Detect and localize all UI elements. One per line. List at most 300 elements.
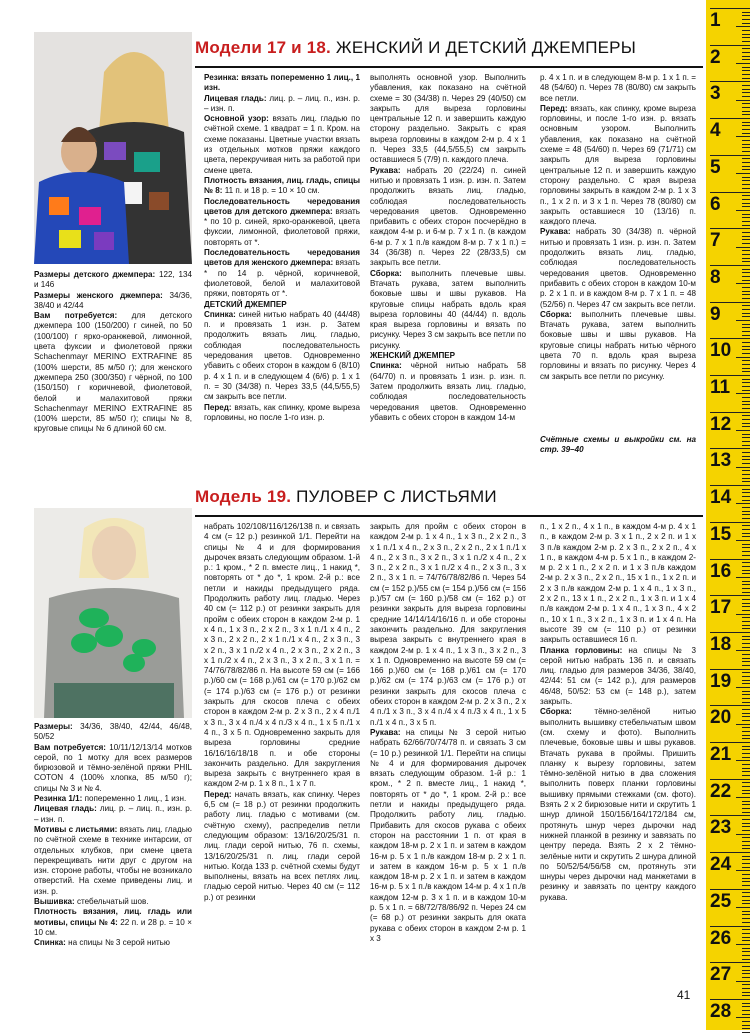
ruler-tick <box>736 173 750 174</box>
ruler-tick <box>736 100 750 101</box>
section1-rule <box>195 66 703 68</box>
paragraph-label: Рукава: <box>370 727 401 737</box>
paragraph-text: чёрной нитью набрать 58 (64/70) п. и провязать 1 изн. р. изн. п. Затем продолжить вязать лиц. гладью, соблюдая последовательность чередования цветов. Одновременно убавить с обеих сторон в каждом 14-м <box>370 361 526 422</box>
paragraph-text: закрыть для пройм с обеих сторон в каждом 2-м р. 1 х 4 п., 1 х 3 п., 2 х 2 п., 3 х 1 п./1 х 4 п., 2 х 3 п., 2 х 2 п., 2 х 1 п./1 х 4 п., 2 х 3 п., 3 х 2 п., 3 х 1 п./2 х 4 п., 2 х 3 п., 2 х 2 п., 3 х 1 п./2 х 4 п., 2 х 3 п., 3 х 2 п., 3 х 1 п. = 74/76/78/82/86 п. Через 54 см (= 152 р.)/55 см (= 154 р.)/56 см (= 156 р.)/57 см (= 160 р.)/58 см (= 162 р.) от резинки закрыть для выреза горловины средние 14/14/14/16/16 п. и обе стороны закончить раздельно. Для закругления выреза закрыть с внутреннего края в каждом 2-м р. 1 х 4 п., 1 х 3 п., 3 х 2 п., 3 х 1 п. Одновременно на высоте 59 см (= 166 р.)/60 см (= 168 р.)/61 см (= 170 р.)/62 см (= 174 р.)/63 см (= 176 р.) от резинки закрыть для скосов плеча с обеих сторон в каждом 2-м р. 2 х 3 п., 2 х 4 п./1 х 3 п., 3 х 4 п./4 х 4 п./3 х 4 п., 1 х 5 п./1 х 4 п., 3 х 5 п. <box>370 522 526 727</box>
ruler-tick <box>736 136 750 137</box>
ruler-tick <box>742 74 750 75</box>
ruler-tick <box>742 368 750 369</box>
ruler-tick <box>710 228 750 229</box>
ruler-tick <box>742 12 750 13</box>
ruler-tick <box>742 661 750 662</box>
ruler-tick <box>742 757 750 758</box>
ruler-number: 1 <box>710 10 721 31</box>
ruler-tick <box>742 731 750 732</box>
ruler-tick <box>710 8 750 9</box>
ruler-tick <box>742 41 750 42</box>
paragraph-label: ДЕТСКИЙ ДЖЕМПЕР <box>204 299 287 309</box>
ruler-tick <box>742 878 750 879</box>
ruler-tick <box>742 529 750 530</box>
ruler-tick <box>742 272 750 273</box>
paragraph <box>204 403 360 424</box>
ruler-tick <box>742 331 750 332</box>
paragraph <box>204 73 360 94</box>
paragraph-text: вязать лиц. гладью по счётной схеме в технике интарсии, от отдельных клубков, при смене цвета перекрещивать нити друг с другом на изн. стороне работы, чтобы не возникало отверстий. На схеме приведены лиц. и изн. р. <box>34 824 192 896</box>
ruler-tick <box>742 214 750 215</box>
paragraph-text: попеременно 1 лиц., 1 изн. <box>82 794 187 804</box>
ruler-tick <box>736 210 750 211</box>
ruler-tick <box>742 573 750 574</box>
ruler-tick <box>742 89 750 90</box>
paragraph-label: Резинка: вязать попеременно 1 лиц., 1 изн. <box>204 73 360 93</box>
ruler-number: 15 <box>710 523 732 545</box>
ruler-tick <box>742 459 750 460</box>
ruler-tick <box>742 599 750 600</box>
ruler-tick <box>742 603 750 604</box>
ruler-tick <box>736 724 750 725</box>
paragraph-label: Резинка 1/1: <box>34 794 83 804</box>
ruler-tick <box>742 294 750 295</box>
ruler-tick <box>742 232 750 233</box>
paragraph <box>34 804 192 825</box>
paragraph <box>540 522 696 646</box>
paragraph-label: Плотность вязания, лиц. гладь, спицы № 8: <box>204 175 360 196</box>
ruler-tick <box>742 555 750 556</box>
ruler-tick <box>736 540 750 541</box>
ruler-tick <box>742 463 750 464</box>
ruler-tick <box>742 335 750 336</box>
ruler-tick <box>742 316 750 317</box>
paragraph-label: Рукава: <box>540 227 571 237</box>
ruler-tick <box>742 959 750 960</box>
ruler-tick <box>742 588 750 589</box>
ruler-number: 11 <box>710 377 731 398</box>
paragraph-label: Последовательность чередования цветов для детского джемпера: <box>204 196 360 216</box>
paragraph <box>370 522 526 728</box>
ruler-tick <box>742 896 750 897</box>
ruler-number: 8 <box>710 266 721 288</box>
paragraph <box>204 114 360 176</box>
ruler-tick <box>742 386 750 387</box>
ruler-tick <box>742 305 750 306</box>
ruler-tick <box>742 621 750 622</box>
ruler-tick <box>742 672 750 673</box>
ruler-tick <box>742 903 750 904</box>
paragraph <box>370 73 526 166</box>
ruler-tick <box>742 452 750 453</box>
section1-column-2 <box>370 73 526 455</box>
ruler-number: 28 <box>710 1000 732 1022</box>
ruler-tick <box>742 254 750 255</box>
ruler-number: 25 <box>710 890 732 912</box>
ruler-tick <box>742 775 750 776</box>
ruler-tick <box>742 206 750 207</box>
section2-title: ПУЛОВЕР С ЛИСТЬЯМИ <box>296 487 497 506</box>
section2-left-text <box>34 722 192 1022</box>
paragraph <box>204 310 360 403</box>
paragraph-label: Перед: <box>204 789 232 799</box>
ruler-tick <box>736 247 750 248</box>
ruler-tick <box>742 313 750 314</box>
ruler-tick <box>742 144 750 145</box>
ruler-tick <box>742 96 750 97</box>
ruler-tick <box>742 261 750 262</box>
paragraph-label: Планка горловины: <box>540 645 623 655</box>
ruler-tick <box>742 514 750 515</box>
ruler-tick <box>742 1025 750 1026</box>
ruler-tick <box>742 691 750 692</box>
ruler-tick <box>742 625 750 626</box>
photo-women-child-jumpers <box>34 32 192 264</box>
ruler-tick <box>742 258 750 259</box>
ruler-tick <box>742 489 750 490</box>
paragraph-label: Вам потребуется: <box>34 311 118 321</box>
paragraph-label: Вам потребуется: <box>34 742 106 752</box>
ruler-tick <box>742 841 750 842</box>
ruler-tick <box>742 401 750 402</box>
ruler-number: 20 <box>710 707 732 729</box>
photo-leaf-pullover <box>34 508 192 718</box>
ruler-number: 27 <box>710 964 732 986</box>
paragraph-label: Основной узор: <box>204 114 269 124</box>
ruler-tick <box>742 371 750 372</box>
ruler-tick <box>742 1003 750 1004</box>
ruler-tick <box>742 111 750 112</box>
ruler-tick <box>742 702 750 703</box>
ruler-tick <box>742 349 750 350</box>
ruler-tick <box>742 837 750 838</box>
paragraph <box>370 166 526 269</box>
ruler-tick <box>710 852 750 853</box>
ruler-tick <box>710 375 750 376</box>
ruler-tick <box>742 680 750 681</box>
ruler-tick <box>742 353 750 354</box>
paragraph-text: на спицы № 3 серой нитью набрать 136 п. и связать лиц. гладью для размеров 34/36, 38/40, 42/44: 51 см (= 142 р.), для размеров 46/48, 50/52: 53 см (= 148 р.), затем закрыть. <box>540 645 696 707</box>
paragraph-label: Плотность вязания, лиц. гладь или мотивы, спицы № 4: <box>34 907 192 927</box>
ruler-tick <box>742 140 750 141</box>
ruler-number: 23 <box>710 817 732 839</box>
paragraph-text: р. 4 х 1 п. и в следующем 8-м р. 1 х 1 п. = 48 (54/60) п. Через 78 (80/80) см закрыть все петли. <box>540 73 696 103</box>
section2-heading <box>195 487 497 513</box>
ruler-number: 5 <box>710 156 721 178</box>
ruler-tick <box>710 779 750 780</box>
ruler-number: 2 <box>710 46 721 68</box>
ruler-tick <box>742 217 750 218</box>
ruler-tick <box>710 962 750 963</box>
ruler-tick <box>742 184 750 185</box>
ruler-tick <box>742 397 750 398</box>
section2-column-2 <box>370 522 526 1022</box>
paragraph-label: Сборка: <box>370 268 402 278</box>
paragraph <box>204 197 360 248</box>
paragraph <box>34 794 192 804</box>
ruler-tick <box>736 430 750 431</box>
ruler-tick <box>742 801 750 802</box>
ruler-tick <box>742 225 750 226</box>
section1-left-text <box>34 270 192 450</box>
ruler-tick <box>742 408 750 409</box>
paragraph <box>34 311 192 435</box>
paragraph-text: 122, 134 и 146 <box>34 270 192 290</box>
ruler-tick <box>710 81 750 82</box>
ruler-tick <box>742 973 750 974</box>
ruler-tick <box>710 448 750 449</box>
ruler-tick <box>742 720 750 721</box>
ruler-tick <box>742 937 750 938</box>
ruler-tick <box>742 654 750 655</box>
paragraph-label: Размеры женского джемпера: <box>34 290 163 300</box>
ruler-tick <box>710 632 750 633</box>
ruler-tick <box>742 658 750 659</box>
ruler-tick <box>710 45 750 46</box>
ruler-tick <box>736 614 750 615</box>
paragraph-label: Спинка: <box>34 938 66 948</box>
ruler-tick <box>742 845 750 846</box>
ruler-tick <box>742 276 750 277</box>
paragraph-text: вязать * по 14 р. чёрной, коричневой, фиолетовой, белой и малахитовой пряжи, повторять от *. <box>204 258 360 299</box>
section1-model: Модели 17 и 18. <box>195 38 331 57</box>
ruler-tick <box>710 705 750 706</box>
paragraph <box>540 227 696 309</box>
ruler-tick <box>742 874 750 875</box>
ruler-number: 18 <box>710 633 732 655</box>
ruler-tick <box>742 441 750 442</box>
ruler-tick <box>742 364 750 365</box>
ruler-tick <box>742 738 750 739</box>
paragraph-label: Рукава: <box>370 165 401 175</box>
measuring-tape-ruler <box>706 0 750 1030</box>
page-number: 41 <box>677 988 691 1002</box>
ruler-tick <box>742 151 750 152</box>
paragraph-text: 34/36, 38/40, 42/44, 46/48, 50/52 <box>34 722 192 742</box>
ruler-tick <box>742 23 750 24</box>
ruler-tick <box>742 793 750 794</box>
paragraph <box>34 722 192 743</box>
ruler-tick <box>742 236 750 237</box>
section2-rule <box>195 515 703 517</box>
ruler-tick <box>742 610 750 611</box>
paragraph-text: вязать лиц. гладью по счётной схеме. 1 квадрат = 1 п. Кром. на схеме показаны. Цветные участки вязать из отдельных мотков пряжи каждого цвета, перекручивая нить за работой при смене цвета. <box>204 114 360 175</box>
ruler-tick <box>742 291 750 292</box>
section2-model: Модель 19. <box>195 487 292 506</box>
ruler-tick <box>742 423 750 424</box>
ruler-tick <box>736 834 750 835</box>
paragraph-text: 22 п. и 28 р. = 10 × 10 см. <box>34 917 192 937</box>
paragraph-text: вязать, как спинку, кроме выреза горловины, и после 1-го изн. р. вязать основным узором. Выполнить убавления, как показано на счётной схеме = 48 (54/60) п. Через 69 (71/71) см закрыть для выреза горловины центральные 12 п. и завершить каждую сторону раздельно. С края выреза горловины закрыть в каждом 2-м р. 1 х 3 п., 1 х 2 п. и 3 х 1 п. Через 78 (80/80) см закрыть оставшиеся 10 (13/16) п. каждого плеча. <box>540 103 696 227</box>
paragraph-label: Размеры детского джемпера: <box>34 270 156 279</box>
paragraph-label: Последовательность чередования цветов для женского джемпера: <box>204 248 360 268</box>
ruler-tick <box>742 133 750 134</box>
ruler-tick <box>742 360 750 361</box>
ruler-number: 10 <box>710 340 732 362</box>
ruler-tick <box>742 1010 750 1011</box>
ruler-tick <box>710 302 750 303</box>
paragraph-label: Размеры: <box>34 722 73 731</box>
ruler-tick <box>710 485 750 486</box>
section1-heading <box>195 38 636 64</box>
ruler-tick <box>742 415 750 416</box>
paragraph <box>204 248 360 299</box>
paragraph-text: выполнить плечевые швы. Втачать рукава, затем выполнить боковые швы и швы рукавов. На круговые спицы набрать вдоль края выреза горловины 40 (44/44) п. вдоль края выреза горловины и вязать по рисунку. Через 3 см закрыть все петли по рисунку. <box>370 268 526 350</box>
ruler-tick <box>742 419 750 420</box>
ruler-tick <box>736 357 750 358</box>
ruler-number: 13 <box>710 450 732 472</box>
ruler-number: 22 <box>710 780 732 802</box>
ruler-tick <box>710 522 750 523</box>
ruler-tick <box>742 948 750 949</box>
ruler-tick <box>742 551 750 552</box>
ruler-tick <box>742 911 750 912</box>
paragraph-text: лиц. р. – лиц. п., изн. р. – изн. п. <box>34 804 192 824</box>
ruler-tick <box>742 992 750 993</box>
ruler-number: 7 <box>710 230 721 252</box>
ruler-tick <box>742 698 750 699</box>
ruler-tick <box>742 647 750 648</box>
ruler-tick <box>742 819 750 820</box>
paragraph-text: начать вязать, как спинку. Через 6,5 см (= 18 р.) от резинки продолжить работу лиц. гладью с мотивами (см. счётную схему), распределив петли следующим образом: 13/16/20/25/31 п. лиц. глади серой нитью, 76 п. схемы, 13/16/20/25/31 п. лиц. глади серой нитью. Когда 133 р. счётной схемы будут выполнены, вязать на всех петлях лиц. гладью серой нитью. Через 40 см (= 112 р.) от резинки <box>204 789 360 902</box>
paragraph-text: выполнять основной узор. Выполнить убавления, как показано на счётной схеме = 30 (34/38) п. Через 29 (40/50) см закрыть для выреза горловины центральные 12 п. и завершить каждую сторону раздельно. Закрыть с края выреза горловины в каждом 2-м р. 4 х 1 п. Через 33,5 (44,5/55,5) см закрыть оставшиеся 5 (7/9) п. каждого плеча. <box>370 73 526 165</box>
paragraph <box>204 790 360 903</box>
ruler-tick <box>742 298 750 299</box>
section1-title: ЖЕНСКИЙ И ДЕТСКИЙ ДЖЕМПЕРЫ <box>335 38 636 57</box>
section2-column-1 <box>204 522 360 1022</box>
ruler-tick <box>742 500 750 501</box>
ruler-tick <box>742 309 750 310</box>
ruler-tick <box>710 999 750 1000</box>
ruler-tick <box>742 180 750 181</box>
ruler-tick <box>742 694 750 695</box>
paragraph <box>204 300 360 310</box>
ruler-tick <box>742 566 750 567</box>
ruler-tick <box>742 492 750 493</box>
ruler-tick <box>736 797 750 798</box>
ruler-tick <box>736 393 750 394</box>
paragraph <box>370 269 526 351</box>
ruler-tick <box>742 48 750 49</box>
paragraph <box>34 897 192 907</box>
ruler-tick <box>742 125 750 126</box>
paragraph-text: на спицы № 3 серой нитью набрать 62/66/70/74/78 п. и связать 3 см (= 10 р.) резинкой 1/1. Перейти на спицы № 4 и для формирования дырочек вязать следующим образом. 1-й р.: 1 кром., * 2 п. вместе лиц., 1 накид *, повторять от * до *, 1 кром. 2-й р.: все петли и накиды предыдущего ряда. Продолжить работу лиц. гладью. Прибавить для скосов рукава с обеих сторон на расстоянии 1 п. от края в каждом 18-м р. 2 х 1 п. и затем в каждом 16-м р. 5 х 1 п./в каждом 18-м р. 2 х 1 п. и затем в каждом 16-м р. 5 х 1 п./в каждом 18-м р. 2 х 1 п. и затем в каждом 16-м р. 5 х 1 п./в каждом 14-м р. 4 х 1 п./в каждом 12-м р. 3 х 1 п. и в каждом 10-м р. 5 х 1 п. = 68/72/78/86/92 п. Через 24 см (= 68 р.) от резинки закрыть для оката рукава с обеих сторон в каждом 2-м р. 1 х 3 <box>370 727 526 943</box>
ruler-tick <box>742 786 750 787</box>
ruler-tick <box>742 808 750 809</box>
ruler-tick <box>736 907 750 908</box>
paragraph <box>370 351 526 361</box>
ruler-tick <box>742 456 750 457</box>
ruler-tick <box>710 595 750 596</box>
paragraph-text: тёмно-зелёной нитью выполнить вышивку стебельчатым швом (см. схему и фото). Выполнить плечевые, боковые швы и швы рукавов. Втачать рукава в проймы. Пришить планку к вырезу горловины, затем тёмно-зелёной нитью в два сложения выполнить поверх планки горловины вышивку прямыми стежками (см. фото). Взять 2 х 2 бирюзовые нити и скрутить 1 шнур длиной 150/156/164/172/184 см, протянуть шнур через дырочки над нижней планкой в резинку и завязать по центру переда. Взять 2 х 2 тёмно-зелёные нити и скрутить 2 шнура длиной по 50/52/54/56/58 см, протянуть эти шнуры через дырочки над манжетами в резинку и завязать по центру каждого рукава. <box>540 707 696 902</box>
ruler-tick <box>736 26 750 27</box>
ruler-number: 16 <box>710 560 732 582</box>
ruler-tick <box>742 15 750 16</box>
paragraph <box>540 646 696 708</box>
ruler-tick <box>742 434 750 435</box>
ruler-tick <box>736 1017 750 1018</box>
paragraph-text: 10/11/12/13/14 мотков серой, по 1 мотку для всех размеров бирюзовой и тёмно-зелёной пряжи PHIL COTON 4 (100% хлопка, 85 м/50 г); спицы № 3 и № 4. <box>34 742 192 793</box>
ruler-tick <box>742 918 750 919</box>
ruler-tick <box>742 1028 750 1029</box>
section1-column-1 <box>204 73 360 455</box>
ruler-tick <box>742 496 750 497</box>
ruler-tick <box>742 390 750 391</box>
ruler-tick <box>742 709 750 710</box>
ruler-tick <box>742 470 750 471</box>
paragraph <box>540 310 696 382</box>
ruler-tick <box>742 892 750 893</box>
section1-note: Счётные схемы и выкройки см. на стр. 39–40 <box>540 435 696 455</box>
paragraph-label: ЖЕНСКИЙ ДЖЕМПЕР <box>370 351 456 361</box>
paragraph-text: вязать, как спинку, кроме выреза горловины, но после 1-го изн. р. <box>204 402 360 422</box>
ruler-tick <box>736 283 750 284</box>
ruler-tick <box>742 107 750 108</box>
ruler-tick <box>742 1021 750 1022</box>
paragraph-label: Лицевая гладь: <box>34 804 97 814</box>
paragraph-label: Сборка: <box>540 309 572 319</box>
ruler-tick <box>742 507 750 508</box>
paragraph-text: на спицы № 3 серой нитью <box>65 938 170 948</box>
ruler-tick <box>742 533 750 534</box>
paragraph-text: лиц. р. – лиц. п., изн. р. – изн. п. <box>204 93 360 113</box>
ruler-tick <box>742 536 750 537</box>
ruler-tick <box>742 221 750 222</box>
paragraph-label: Сборка: <box>540 707 572 717</box>
paragraph <box>370 361 526 423</box>
ruler-tick <box>742 1006 750 1007</box>
ruler-tick <box>742 518 750 519</box>
ruler-number: 17 <box>710 597 732 619</box>
ruler-tick <box>742 158 750 159</box>
ruler-tick <box>742 859 750 860</box>
ruler-tick <box>710 559 750 560</box>
paragraph-label: Перед: <box>540 103 568 113</box>
paragraph-text: 34/36, 38/40 и 42/44 <box>34 290 192 310</box>
ruler-tick <box>742 404 750 405</box>
ruler-tick <box>742 162 750 163</box>
ruler-tick <box>742 269 750 270</box>
ruler-tick <box>742 426 750 427</box>
ruler-tick <box>742 606 750 607</box>
ruler-tick <box>736 944 750 945</box>
ruler-tick <box>742 287 750 288</box>
ruler-tick <box>742 885 750 886</box>
ruler-tick <box>742 812 750 813</box>
ruler-tick <box>742 103 750 104</box>
ruler-tick <box>742 85 750 86</box>
ruler-number: 24 <box>710 854 732 876</box>
paragraph <box>204 522 360 790</box>
ruler-tick <box>736 760 750 761</box>
ruler-tick <box>742 177 750 178</box>
ruler-tick <box>742 250 750 251</box>
paragraph <box>34 291 192 312</box>
ruler-tick <box>742 562 750 563</box>
ruler-tick <box>742 59 750 60</box>
ruler-tick <box>742 830 750 831</box>
ruler-tick <box>742 52 750 53</box>
ruler-tick <box>742 768 750 769</box>
ruler-tick <box>736 650 750 651</box>
ruler-tick <box>742 547 750 548</box>
ruler-tick <box>742 977 750 978</box>
paragraph-text: набрать 102/108/116/126/138 п. и связать 4 см (= 12 р.) резинкой 1/1. Перейти на спицы № 4 и для формирования дырочек вязать следующим образом. 1-й р.: 1 кром., * 2 п. вместе лиц., 1 накид *, повторять от * до *, 1 кром. 2-й р.: все петли и накиды предыдущего ряда. Продолжить работу лиц. гладью. Через 40 см (= 112 р.) от резинки закрыть для пройм с обеих сторон в каждом 2-м р. 1 х 4 п., 1 х 3 п., 2 х 2 п., 3 х 1 п./1 х 4 п., 2 х 3 п., 2 х 2 п., 2 х 1 п./1 х 4 п., 2 х 3 п., 3 х 2 п., 3 х 1 п./2 х 4 п., 2 х 3 п., 2 х 2 п., 3 х 1 п./2 х 4 п., 2 х 3 п., 3 х 2 п., 3 х 1 п. = 74/76/78/82/86 п. На высоте 59 см (= 166 р.)/60 см (= 168 р.)/61 см (= 170 р.)/62 см (= 174 р.)/63 см (= 176 р.) от резинки закрыть для скосов плеча с обеих сторон в каждом 2-м р. 2 х 3 п., 2 х 4 п./1 х 3 п., 3 х 4 п./4 х 4 п./3 х 4 п., 1 х 5 п./1 х 4 п., 3 х 5 п. Одновременно закрыть для выреза горловины средние 16/16/16/18/18 п. и обе стороны закончить раздельно. Для закругления выреза закрыть с внутреннего края в каждом 2-м р. 1 х 8 п., 1 х 7 п. <box>204 522 360 789</box>
ruler-tick <box>736 577 750 578</box>
paragraph-text: синей нитью набрать 40 (44/48) п. и провязать 1 изн. р. Затем продолжить вязать лиц. гладью, соблюдая последовательность чередования цветов. Одновременно убавить с обеих сторон в каждом 6 (8/10) р. 4 х 1 п. и в следующем 4 (6/6) р. 1 х 1 п. = 30 (34/38) п. Через 33,5 (44,5/55,5) см закрыть все петли. <box>204 309 360 402</box>
ruler-tick <box>742 790 750 791</box>
paragraph-text: выполнить плечевые швы. Втачать рукава, затем выполнить боковые швы и швы рукавов. На круговые спицы набрать нитью чёрного цвета 70 п. вдоль края выреза горловины и вязать по рисунку. Через 4 см закрыть все петли по рисунку. <box>540 309 696 381</box>
ruler-tick <box>710 742 750 743</box>
ruler-tick <box>736 870 750 871</box>
ruler-tick <box>742 683 750 684</box>
ruler-tick <box>736 981 750 982</box>
ruler-tick <box>742 716 750 717</box>
